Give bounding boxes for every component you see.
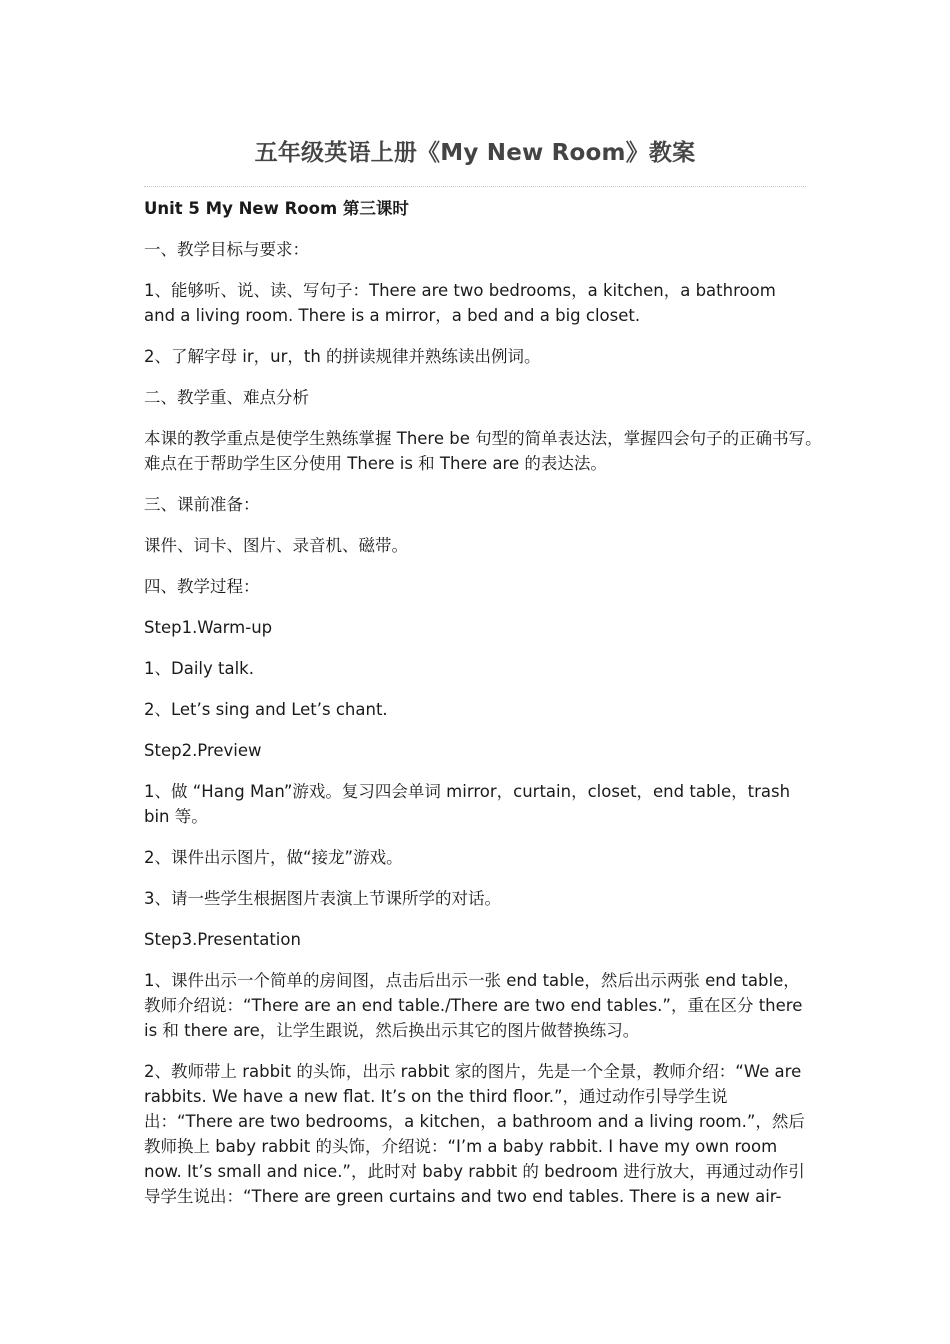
preview-item-3: 3、请一些学生根据图片表演上节课所学的对话。 — [144, 889, 501, 908]
step-heading-presentation: Step3.Presentation — [144, 930, 301, 949]
section-heading-objectives: 一、教学目标与要求： — [144, 240, 309, 259]
document-body — [144, 196, 822, 1225]
presentation-item-2: 2、教师带上 rabbit 的头饰，出示 rabbit 家的图片，先是一个全景，教师介绍：“We are rabbits. We have a new flat. It’s on the third floor.”，通过动作引导学生说出：“There are two bedrooms，a kitchen，a bathroom and a living room.”，然后教师换上 baby rabbit 的头饰，介绍说：“I’m a baby rabbit. I have my own room now. It’s small and nice.”，此时对 baby rabbit 的 bedroom 进行放大，再通过动作引导学生说出：“There are green curtains and two end tables. There is a new air- — [144, 1062, 805, 1206]
section-heading-focus: 二、教学重、难点分析 — [144, 388, 309, 407]
objective-item-1: 1、能够听、说、读、写句子：There are two bedrooms，a kitchen，a bathroom and a living room. There is a mirror，a bed and a big closet. — [144, 281, 776, 325]
objective-item-2: 2、了解字母 ir，ur，th 的拼读规律并熟练读出例词。 — [144, 347, 541, 366]
section-heading-preparation: 三、课前准备： — [144, 495, 260, 514]
warmup-item-2: 2、Let’s sing and Let’s chant. — [144, 700, 388, 719]
step-heading-warmup: Step1.Warm-up — [144, 618, 273, 637]
warmup-item-1: 1、Daily talk. — [144, 659, 254, 678]
section-heading-process: 四、教学过程： — [144, 577, 260, 596]
lesson-heading: Unit 5 My New Room 第三课时 — [144, 199, 409, 218]
preview-item-2: 2、课件出示图片，做“接龙”游戏。 — [144, 848, 403, 867]
document-title: 五年级英语上册《My New Room》教案 — [254, 140, 696, 166]
preparation-list: 课件、词卡、图片、录音机、磁带。 — [144, 536, 408, 555]
step-heading-preview: Step2.Preview — [144, 741, 262, 760]
title-divider — [144, 186, 806, 187]
presentation-item-1: 1、课件出示一个简单的房间图，点击后出示一张 end table，然后出示两张 end table，教师介绍说：“There are an end table./There are two end tables.”，重在区分 there is 和 there are，让学生跟说，然后换出示其它的图片做替换练习。 — [144, 971, 803, 1040]
preview-item-1: 1、做 “Hang Man”游戏。复习四会单词 mirror，curtain，closet，end table，trash bin 等。 — [144, 782, 791, 826]
focus-description: 本课的教学重点是使学生熟练掌握 There be 句型的简单表达法，掌握四会句子的正确书写。难点在于帮助学生区分使用 There is 和 There are 的表达法。 — [144, 429, 822, 473]
